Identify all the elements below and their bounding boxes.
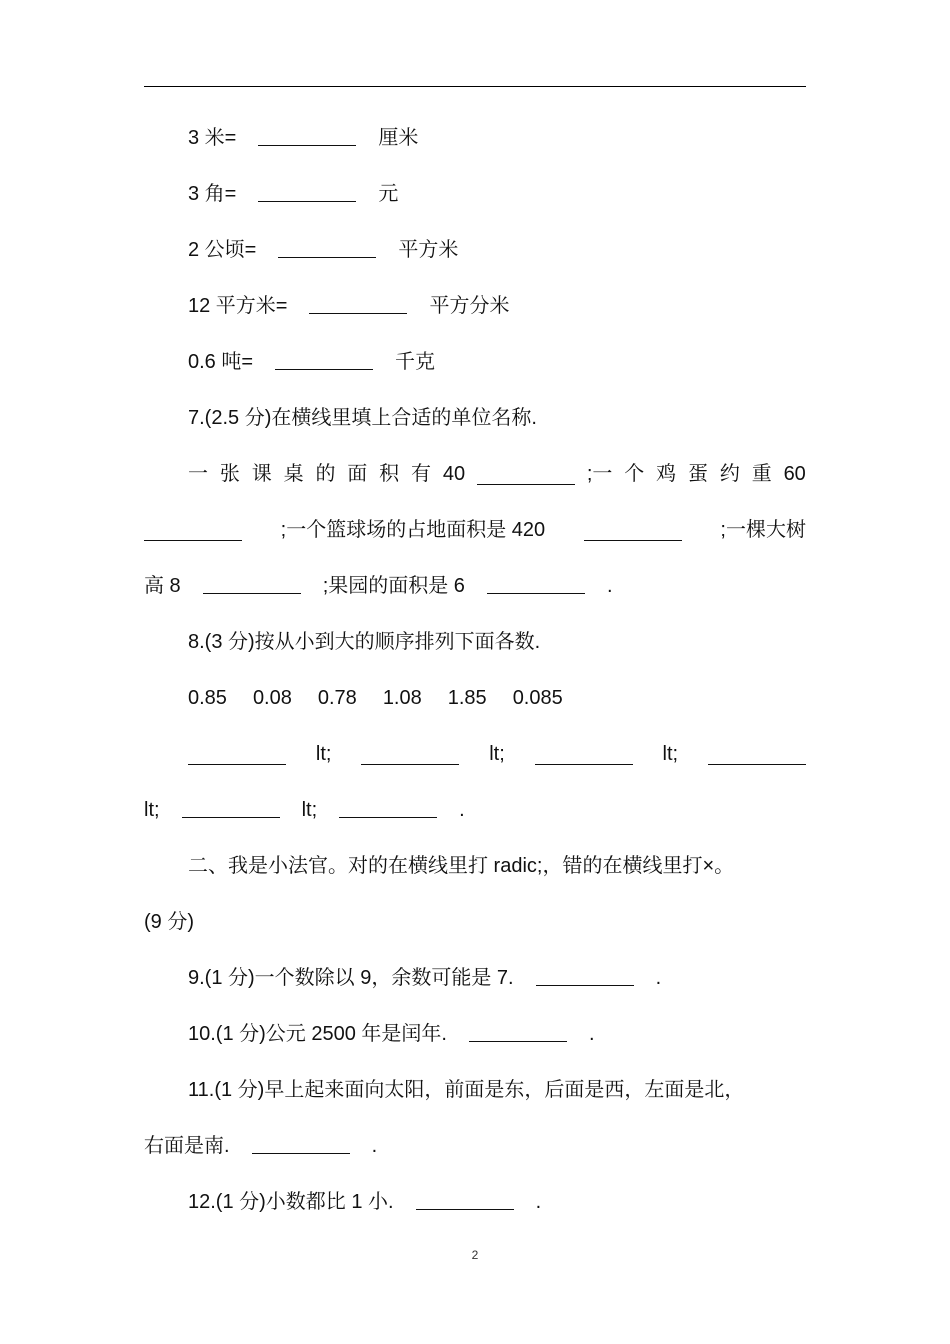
question-7-line-1: [144, 446, 806, 502]
page-number: 2: [471, 1248, 479, 1262]
less-than-symbol: lt;: [301, 799, 318, 821]
answer-blank[interactable]: [416, 1189, 514, 1210]
judgment-end: .: [588, 1023, 595, 1045]
question-7-text: ;果园的面积是 6: [322, 575, 465, 597]
char: 个: [624, 463, 645, 485]
answer-blank[interactable]: [584, 520, 682, 541]
question-7-end: .: [606, 575, 613, 597]
answer-blank[interactable]: [182, 797, 280, 818]
answer-blank[interactable]: [188, 744, 286, 765]
answer-blank[interactable]: [536, 965, 634, 986]
judgment-text: 9.(1 分)一个数除以 9，余数可能是 7.: [188, 967, 514, 989]
char: 面: [347, 463, 368, 485]
header-rule: [144, 86, 806, 87]
conversion-prefix: 3 米=: [188, 127, 237, 149]
number-item: 0.78: [317, 687, 357, 709]
judgment-end: .: [535, 1191, 542, 1213]
conversion-prefix: 2 公顷=: [188, 239, 257, 261]
answer-blank[interactable]: [309, 293, 407, 314]
answer-blank[interactable]: [258, 125, 356, 146]
char: 张: [219, 463, 240, 485]
judgment-item: [144, 1006, 806, 1062]
conversion-line: [144, 278, 806, 334]
less-than-symbol: lt;: [662, 743, 679, 765]
char: ;一: [586, 463, 613, 485]
conversion-line: [144, 334, 806, 390]
conversion-unit: 平方分米: [429, 295, 510, 317]
number-item: 0.08: [252, 687, 292, 709]
answer-blank[interactable]: [487, 573, 585, 594]
conversion-prefix: 12 平方米=: [188, 295, 288, 317]
page-content: [144, 110, 806, 1230]
char: 鸡: [656, 463, 677, 485]
judgment-text: 12.(1 分)小数都比 1 小.: [188, 1191, 394, 1213]
question-7-text: ;一个篮球场的占地面积是 420: [280, 519, 546, 541]
answer-blank[interactable]: [469, 1021, 567, 1042]
number-item: 1.08: [382, 687, 422, 709]
section-2-title: 二、我是小法官。对的在横线里打 radic;，错的在横线里打×。: [188, 855, 735, 877]
question-7-title: 7.(2.5 分)在横线里填上合适的单位名称.: [188, 407, 537, 429]
char: 有: [411, 463, 432, 485]
char: 60: [783, 463, 806, 485]
question-7-text: 高 8: [144, 575, 181, 597]
less-than-symbol: lt;: [489, 743, 505, 765]
char: 蛋: [687, 463, 708, 485]
conversion-unit: 平方米: [398, 239, 459, 261]
ordering-end: .: [459, 799, 465, 821]
less-than-symbol: lt;: [144, 799, 160, 821]
conversion-line: [144, 166, 806, 222]
question-11-line-2: [144, 1118, 806, 1174]
answer-blank[interactable]: [361, 744, 459, 765]
answer-blank[interactable]: [258, 181, 356, 202]
conversion-unit: 厘米: [378, 127, 419, 149]
judgment-end: .: [371, 1135, 378, 1157]
answer-blank[interactable]: [339, 797, 437, 818]
less-than-symbol: lt;: [315, 743, 332, 765]
answer-blank[interactable]: [477, 464, 575, 485]
question-11-line-1: 11.(1 分)早上起来面向太阳，前面是东，后面是西，左面是北，: [188, 1079, 745, 1101]
char: 桌: [283, 463, 304, 485]
question-7-text: ;一棵大树: [720, 519, 806, 541]
question-7-line-2: [144, 502, 806, 558]
conversion-unit: 千克: [395, 351, 436, 373]
number-list: [144, 670, 806, 726]
question-7-line-3: [144, 558, 806, 614]
conversion-prefix: 0.6 吨=: [188, 351, 254, 373]
char: 约: [719, 463, 740, 485]
answer-blank[interactable]: [535, 744, 633, 765]
number-item: 1.85: [447, 687, 487, 709]
number-item: 0.085: [512, 687, 563, 709]
char: 40: [442, 463, 466, 485]
conversion-line: [144, 222, 806, 278]
char: 课: [251, 463, 272, 485]
conversion-line: [144, 110, 806, 166]
ordering-line-2: [144, 782, 806, 838]
conversion-prefix: 3 角=: [188, 183, 237, 205]
judgment-text: 右面是南.: [144, 1135, 230, 1157]
char: 一: [188, 463, 208, 485]
ordering-line-1: [144, 726, 806, 782]
judgment-end: .: [655, 967, 662, 989]
judgment-text: 10.(1 分)公元 2500 年是闰年.: [188, 1023, 447, 1045]
judgment-item: [144, 1174, 806, 1230]
conversion-unit: 元: [378, 183, 399, 205]
judgment-item: [144, 950, 806, 1006]
answer-blank[interactable]: [252, 1133, 350, 1154]
answer-blank[interactable]: [278, 237, 376, 258]
answer-blank[interactable]: [203, 573, 301, 594]
number-item: 0.85: [188, 687, 227, 709]
question-8-title: 8.(3 分)按从小到大的顺序排列下面各数.: [188, 631, 541, 653]
char: 的: [315, 463, 336, 485]
answer-blank[interactable]: [708, 744, 806, 765]
section-2-score: (9 分): [144, 911, 194, 933]
char: 积: [379, 463, 400, 485]
answer-blank[interactable]: [144, 520, 242, 541]
char: 重: [751, 463, 772, 485]
answer-blank[interactable]: [275, 349, 373, 370]
